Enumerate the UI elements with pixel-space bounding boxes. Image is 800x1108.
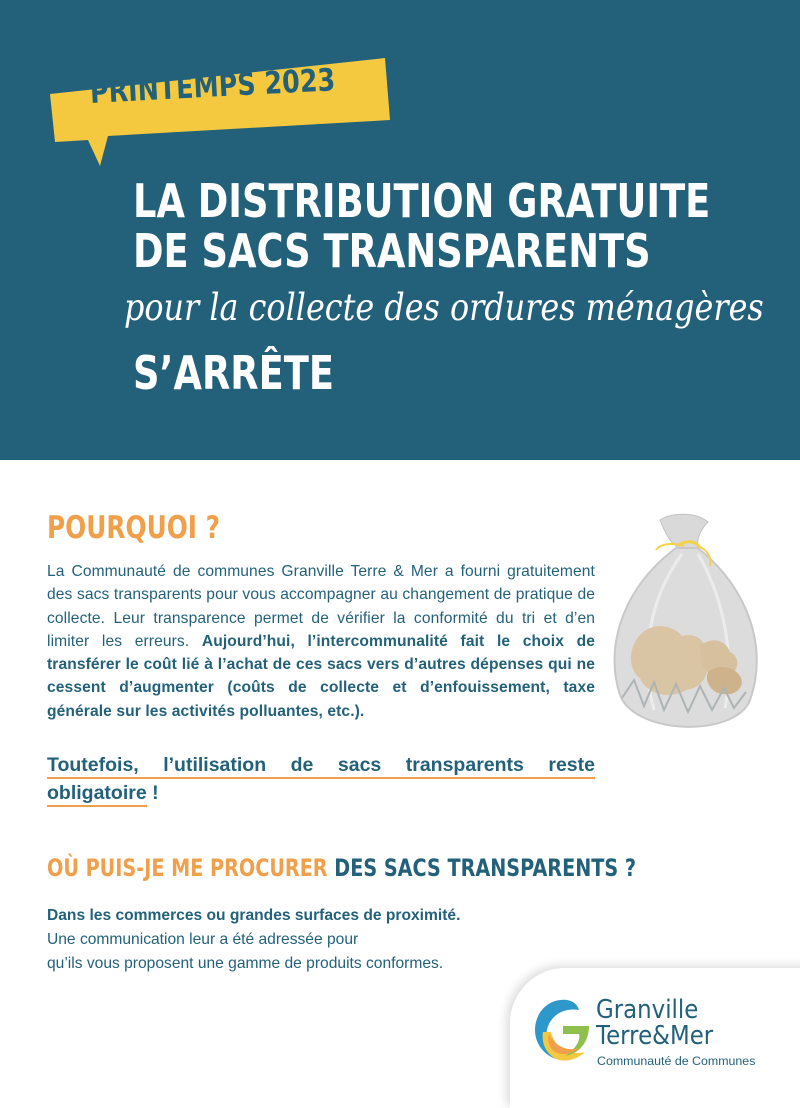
logo-name-line-1: Granville: [596, 995, 699, 1025]
where-bold-line: Dans les commerces ou grandes surfaces de proximité.: [47, 907, 461, 924]
obligation-statement: [47, 751, 595, 807]
where-line-2: Une communication leur a été adressée pour: [47, 931, 359, 948]
banner-label: PRINTEMPS 2023: [89, 62, 337, 111]
section-heading-where: [47, 854, 636, 882]
why-paragraph-plain: La Communauté de communes Granville Terre & Mer a fourni gratuitement des sacs transparents pour vous accompagner au changement de pratique de collecte. Leur transparence permet de vérifier la conformité du tri et d’en limiter les erreurs.: [47, 563, 595, 650]
why-paragraph-bold: Aujourd’hui, l’intercommunalité fait le choix de transférer le coût lié à l’achat de ces sacs vers d’autres dépenses qui ne cessent d’augmenter (coûts de collecte et d’enfouissement, taxe générale sur les activités polluantes, etc.).: [47, 632, 595, 720]
logo-subtitle: Communauté de Communes: [597, 1054, 756, 1068]
title-script-line: pour la collecte des ordures ménagères: [124, 286, 764, 329]
why-paragraph: [47, 560, 595, 723]
where-heading-orange: OÙ PUIS-JE ME PROCURER: [47, 854, 328, 882]
granville-logo-icon: [533, 996, 591, 1062]
title-line-1: LA DISTRIBUTION GRATUITE: [133, 174, 711, 228]
where-heading-blue: DES SACS TRANSPARENTS ?: [327, 854, 637, 882]
obligation-underlined: Toutefois, l’utilisation de sacs transparents reste obligatoire: [47, 754, 595, 807]
title-line-4: S’ARRÊTE: [133, 346, 335, 400]
where-line-3: qu’ils vous proposent une gamme de produits conformes.: [47, 955, 444, 972]
transparent-trash-bag-icon: [600, 510, 770, 740]
title-line-2: DE SACS TRANSPARENTS: [133, 224, 651, 278]
obligation-end: !: [146, 782, 159, 804]
section-heading-why: POURQUOI ?: [47, 510, 221, 546]
where-paragraph: [47, 904, 567, 976]
logo-name-line-2: Terre&Mer: [596, 1021, 714, 1051]
